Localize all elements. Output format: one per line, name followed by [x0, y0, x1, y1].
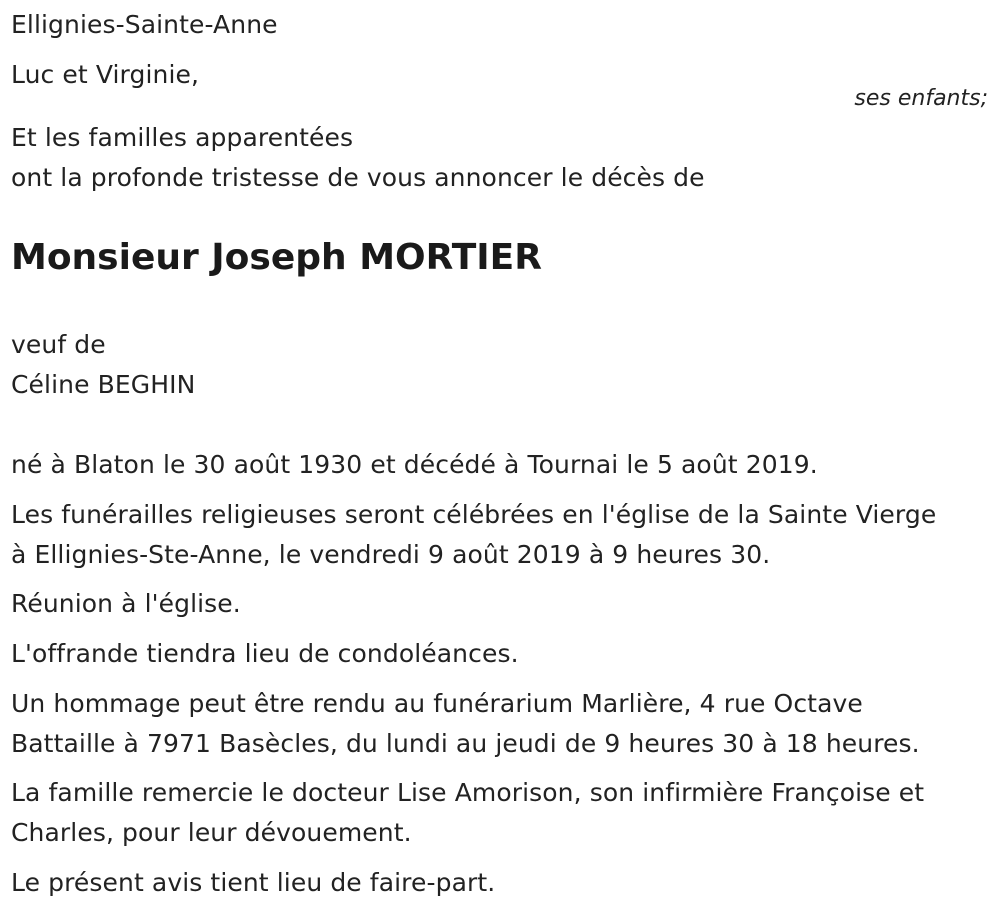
thanks-text-line2: Charles, pour leur dévouement.	[11, 818, 412, 847]
tribute-text-line1: Un hommage peut être rendu au funérarium Marlière, 4 rue Octave	[11, 689, 863, 718]
notice-text: Le présent avis tient lieu de faire-part.	[11, 868, 496, 897]
funeral-text-line1: Les funérailles religieuses seront célébrées en l'église de la Sainte Vierge	[11, 500, 937, 529]
meeting-text: Réunion à l'église.	[11, 589, 241, 618]
offering-text: L'offrande tiendra lieu de condoléances.	[11, 639, 519, 668]
place-name: Ellignies-Sainte-Anne	[11, 10, 278, 39]
deceased-name: Monsieur Joseph MORTIER	[11, 237, 542, 278]
children-names: Luc et Virginie,	[11, 60, 200, 89]
children-role: ses enfants;	[854, 86, 988, 111]
families-text: Et les familles apparentées	[11, 123, 354, 152]
birth-death-text: né à Blaton le 30 août 1930 et décédé à Tournai le 5 août 2019.	[11, 450, 818, 479]
announcement-text: ont la profonde tristesse de vous annoncer le décès de	[11, 163, 705, 192]
spouse-name: Céline BEGHIN	[11, 370, 196, 399]
thanks-text-line1: La famille remercie le docteur Lise Amorison, son infirmière Françoise et	[11, 778, 925, 807]
funeral-text-line2: à Ellignies-Ste-Anne, le vendredi 9 août 2019 à 9 heures 30.	[11, 540, 771, 569]
widower-label: veuf de	[11, 330, 106, 359]
tribute-text-line2: Battaille à 7971 Basècles, du lundi au jeudi de 9 heures 30 à 18 heures.	[11, 729, 920, 758]
